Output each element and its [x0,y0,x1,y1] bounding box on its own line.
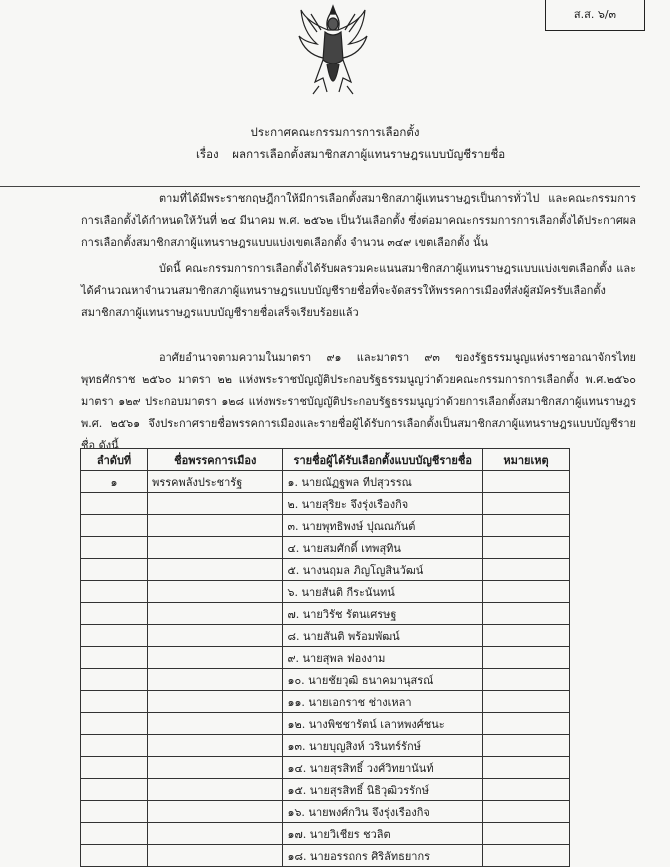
order-number-cell-empty [81,823,148,845]
remarks-cell [483,757,570,779]
table-row [81,713,570,735]
candidate-name-cell: ๓. นายพุทธิพงษ์ ปุณณกันต์ [283,515,483,537]
remarks-cell [483,493,570,515]
subject-line [196,146,505,164]
order-number-cell-empty [81,845,148,867]
remarks-cell [483,625,570,647]
party-name-cell-empty [148,537,283,559]
candidate-name-cell: ๘. นายสันติ พร้อมพัฒน์ [283,625,483,647]
remarks-cell [483,845,570,867]
party-name-cell-empty [148,845,283,867]
order-number-cell-empty [81,735,148,757]
table-row [81,757,570,779]
table-body [81,471,570,867]
candidate-name-cell: ๑๓. นายบุญสิงห์ วรินทร์รักษ์ [283,735,483,757]
party-name-cell-empty [148,559,283,581]
table-row [81,801,570,823]
order-number-cell-empty [81,493,148,515]
party-name-cell-empty [148,603,283,625]
order-number-cell-empty [81,581,148,603]
order-number-cell-empty [81,559,148,581]
order-number-cell-empty [81,625,148,647]
party-name-cell-empty [148,801,283,823]
candidate-name-cell: ๑๘. นายอรรถกร ศิริลัทธยากร [283,845,483,867]
table-row [81,625,570,647]
col-header-party: ชื่อพรรคการเมือง [148,449,283,471]
order-number-cell-empty [81,801,148,823]
table-row [81,691,570,713]
paragraph-3-text: อาศัยอำนาจตามความในมาตรา ๙๑ และมาตรา ๙๓ ของรัฐธรรมนูญแห่งราชอาณาจักรไทย พุทธศักราช ๒๕๖๐ มาตรา ๒๒ แห่งพระราชบัญญัติประกอบรัฐธรรมนูญว่าด้วยคณะกรรมการการเลือกตั้ง พ.ศ.๒๕๖๐ มาตรา ๑๒๙ ประกอบมาตรา ๑๒๘ แห่งพระราชบัญญัติประกอบรัฐธรรมนูญว่าด้วยการเลือกตั้งสมาชิกสภาผู้แทนราษฎร พ.ศ. ๒๕๖๑ จึงประกาศรายชื่อพรรคการเมืองและรายชื่อผู้ได้รับการเลือกตั้งเป็นสมาชิกสภาผู้แทนราษฎรแบบบัญชีรายชื่อ ดังนี้ [81,351,636,452]
remarks-cell [483,779,570,801]
order-number-cell-empty [81,713,148,735]
order-number-cell-empty [81,603,148,625]
party-name-cell-empty [148,713,283,735]
subject-label: เรื่อง [196,147,219,161]
party-name-cell-empty [148,515,283,537]
remarks-cell [483,603,570,625]
remarks-cell [483,471,570,493]
candidate-name-cell: ๔. นายสมศักดิ์ เทพสุทิน [283,537,483,559]
candidate-name-cell: ๒. นายสุริยะ จึงรุ่งเรืองกิจ [283,493,483,515]
order-number-cell-empty [81,779,148,801]
table-row [81,845,570,867]
garuda-emblem-icon [297,2,369,102]
table-row [81,735,570,757]
paragraph-1-text: ตามที่ได้มีพระราชกฤษฎีกาให้มีการเลือกตั้งสมาชิกสภาผู้แทนราษฎรเป็นการทั่วไป และคณะกรรมการการเลือกตั้งได้กำหนดให้วันที่ ๒๔ มีนาคม พ.ศ. ๒๕๖๒ เป็นวันเลือกตั้ง ซึ่งต่อมาคณะกรรมการการเลือกตั้งได้ประกาศผลการเลือกตั้งสมาชิกสภาผู้แทนราษฎรแบบแบ่งเขตเลือกตั้ง จำนวน ๓๔๙ เขตเลือกตั้ง นั้น [81,192,636,249]
paragraph-1 [81,188,636,254]
table-header-row [81,449,570,471]
table-row [81,823,570,845]
party-name-cell-empty [148,735,283,757]
issuer-title: ประกาศคณะกรรมการการเลือกตั้ง [250,125,420,139]
remarks-cell [483,515,570,537]
candidate-name-cell: ๑๔. นายสุรสิทธิ์ วงศ์วิทยานันท์ [283,757,483,779]
order-number-cell-empty [81,691,148,713]
candidate-name-cell: ๑๐. นายชัยวุฒิ ธนาคมานุสรณ์ [283,669,483,691]
remarks-cell [483,735,570,757]
order-number-cell-empty [81,757,148,779]
table-row [81,779,570,801]
candidate-name-cell: ๗. นายวิรัช รัตนเศรษฐ [283,603,483,625]
remarks-cell [483,669,570,691]
remarks-cell [483,537,570,559]
remarks-cell [483,713,570,735]
party-name-cell-empty [148,493,283,515]
candidate-name-cell: ๑. นายณัฏฐพล ทีปสุวรรณ [283,471,483,493]
candidate-name-cell: ๕. นางนฤมล ภิญโญสินวัฒน์ [283,559,483,581]
order-number-cell-empty [81,647,148,669]
party-name-cell-empty [148,691,283,713]
table-row [81,471,570,493]
party-name-cell-empty [148,779,283,801]
order-number-cell-empty [81,537,148,559]
remarks-cell [483,581,570,603]
party-name-cell-empty [148,625,283,647]
table-row [81,669,570,691]
candidate-name-cell: ๑๑. นายเอกราช ช่างเหลา [283,691,483,713]
party-name-cell: พรรคพลังประชารัฐ [148,471,283,493]
order-number-cell-empty [81,669,148,691]
remarks-cell [483,647,570,669]
remarks-cell [483,823,570,845]
candidate-name-cell: ๑๒. นางพิชชารัตน์ เลาหพงศ์ชนะ [283,713,483,735]
remarks-cell [483,801,570,823]
paragraph-3 [81,347,636,457]
table-row [81,537,570,559]
remarks-cell [483,559,570,581]
party-name-cell-empty [148,823,283,845]
party-name-cell-empty [148,669,283,691]
order-number-cell: ๑ [81,471,148,493]
party-name-cell-empty [148,647,283,669]
candidate-name-cell: ๖. นายสันติ กีระนันทน์ [283,581,483,603]
col-header-order: ลำดับที่ [81,449,148,471]
header-divider [0,186,640,187]
table-row [81,515,570,537]
form-code-box: ส.ส. ๖/๓ [545,0,645,31]
party-name-cell-empty [148,581,283,603]
table-row [81,559,570,581]
remarks-cell [483,691,570,713]
paragraph-2 [81,258,636,324]
candidate-name-cell: ๙. นายสุพล ฟองงาม [283,647,483,669]
results-table [80,448,570,867]
paragraph-2-text: บัดนี้ คณะกรรมการการเลือกตั้งได้รับผลรวมคะแนนสมาชิกสภาผู้แทนราษฎรแบบแบ่งเขตเลือกตั้ง และได้คำนวณหาจำนวนสมาชิกสภาผู้แทนราษฎรแบบบัญชีรายชื่อที่จะจัดสรรให้พรรคการเมืองที่ส่งผู้สมัครรับเลือกตั้งสมาชิกสภาผู้แทนราษฎรแบบบัญชีรายชื่อเสร็จเรียบร้อยแล้ว [81,262,636,319]
table-row [81,647,570,669]
order-number-cell-empty [81,515,148,537]
subject-text: ผลการเลือกตั้งสมาชิกสภาผู้แทนราษฎรแบบบัญชีรายชื่อ [232,147,506,161]
table-row [81,581,570,603]
col-header-remarks: หมายเหตุ [483,449,570,471]
table-row [81,493,570,515]
col-header-names: รายชื่อผู้ได้รับเลือกตั้งแบบบัญชีรายชื่อ [283,449,483,471]
table-row [81,603,570,625]
candidate-name-cell: ๑๖. นายพงศ์กวิน จึงรุ่งเรืองกิจ [283,801,483,823]
candidate-name-cell: ๑๕. นายสุรสิทธิ์ นิธิวุฒิวรรักษ์ [283,779,483,801]
party-name-cell-empty [148,757,283,779]
candidate-name-cell: ๑๗. นายวิเชียร ชวลิต [283,823,483,845]
